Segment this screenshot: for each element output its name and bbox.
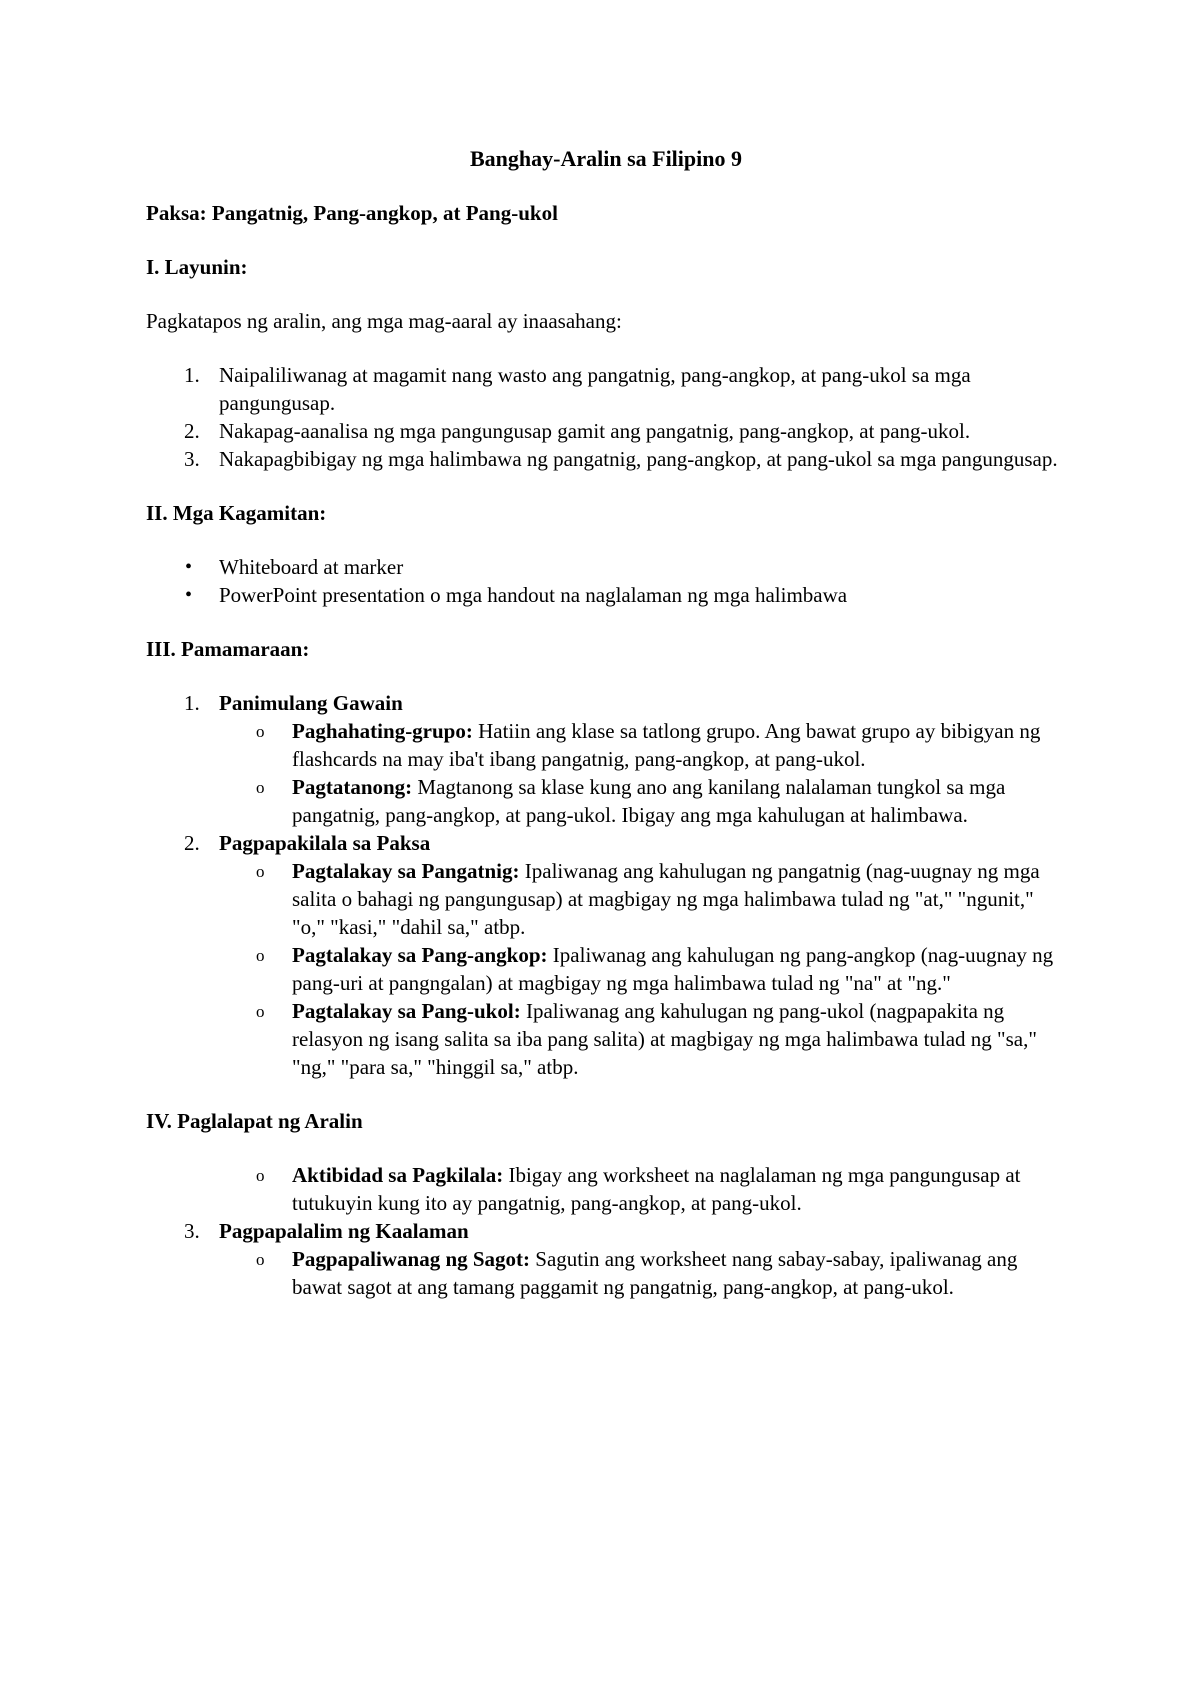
- kagamitan-list: [146, 553, 1066, 609]
- sub-item-text: Ipaliwanag ang kahulugan ng pang-ukol (nagpapakita ng relasyon ng isang salita sa iba pang salita) at magbigay ng mga halimbawa tulad ng "sa," "ng," "para sa," "hinggil sa," atbp.: [292, 999, 1037, 1079]
- list-item: [146, 445, 1066, 473]
- sub-item-label: Pagtalakay sa Pang-ukol:: [292, 999, 521, 1023]
- section-heading-kagamitan: II. Mga Kagamitan:: [146, 501, 327, 525]
- sub-item-text: Magtanong sa klase kung ano ang kanilang nalalaman tungkol sa mga pangatnig, pang-angkop, at pang-ukol. Ibigay ang mga kahulugan at halimbawa.: [292, 775, 1006, 827]
- list-item: [146, 361, 1066, 417]
- section-heading-pamamaraan: III. Pamamaraan:: [146, 637, 310, 661]
- step-2-sublist: [146, 857, 1066, 1081]
- section-heading-paglalapat: IV. Paglalapat ng Aralin: [146, 1109, 363, 1133]
- pamamaraan-list: [146, 689, 1066, 717]
- list-item-text: Whiteboard at marker: [219, 555, 404, 579]
- step-1-sublist: [146, 717, 1066, 829]
- sub-item-text: Ipaliwanag ang kahulugan ng pangatnig (nag-uugnay ng mga salita o bahagi ng pangungusap) at magbigay ng mga halimbawa tulad ng "at," "ngunit," "o," "kasi," "dahil sa," atbp.: [292, 859, 1040, 939]
- circle-bullet-icon: o: [256, 862, 265, 881]
- circle-bullet-icon: o: [256, 1002, 265, 1021]
- sub-item-label: Pagtalakay sa Pangatnig:: [292, 859, 520, 883]
- circle-bullet-icon: o: [256, 1166, 265, 1185]
- paglalapat-list: [146, 1217, 1066, 1245]
- sub-item-text: Hatiin ang klase sa tatlong grupo. Ang bawat grupo ay bibigyan ng flashcards na may iba't ibang pangatnig, pang-angkop, at pang-ukol.: [292, 719, 1041, 771]
- step-title: Pagpapalalim ng Kaalaman: [219, 1219, 469, 1243]
- bullet-icon: •: [185, 584, 193, 606]
- layunin-list: [146, 361, 1066, 473]
- list-number: 1.: [184, 363, 200, 387]
- list-item: [146, 1217, 1066, 1245]
- pamamaraan-list-2: [146, 829, 1066, 857]
- list-item: [146, 689, 1066, 717]
- sub-item: [146, 773, 1066, 829]
- step-3-sublist: [146, 1245, 1066, 1301]
- list-item: [146, 417, 1066, 445]
- circle-bullet-icon: o: [256, 722, 265, 741]
- list-item: [146, 829, 1066, 857]
- list-item: [146, 581, 1066, 609]
- document-title: Banghay-Aralin sa Filipino 9: [469, 146, 742, 171]
- sub-item-label: Pagtalakay sa Pang-angkop:: [292, 943, 548, 967]
- list-item: [146, 553, 1066, 581]
- section-heading-layunin: I. Layunin:: [146, 255, 248, 279]
- sub-item-text: Ipaliwanag ang kahulugan ng pang-angkop (nag-uugnay ng pang-uri at pangngalan) at magbigay ng mga halimbawa tulad ng "na" at "ng.": [292, 943, 1054, 995]
- sub-item-text: Ibigay ang worksheet na naglalaman ng mga pangungusap at tutukuyin kung ito ay pangatnig, pang-angkop, at pang-ukol.: [292, 1163, 1021, 1215]
- list-number: 3.: [184, 1219, 200, 1243]
- list-item-text: Nakapagbibigay ng mga halimbawa ng pangatnig, pang-angkop, at pang-ukol sa mga pangungusap.: [219, 447, 1058, 471]
- sub-item-label: Pagpapaliwanag ng Sagot:: [292, 1247, 531, 1271]
- layunin-intro: Pagkatapos ng aralin, ang mga mag-aaral ay inaasahang:: [146, 309, 622, 333]
- step-title: Pagpapakilala sa Paksa: [219, 831, 431, 855]
- circle-bullet-icon: o: [256, 1250, 265, 1269]
- sub-item: [146, 1161, 1066, 1217]
- sub-item: [146, 941, 1066, 997]
- list-number: 2.: [184, 419, 200, 443]
- sub-item: [146, 1245, 1066, 1301]
- sub-item-label: Pagtatanong:: [292, 775, 413, 799]
- list-number: 1.: [184, 691, 200, 715]
- step-title: Panimulang Gawain: [219, 691, 403, 715]
- sub-item-label: Paghahating-grupo:: [292, 719, 473, 743]
- sub-item-text: Sagutin ang worksheet nang sabay-sabay, ipaliwanag ang bawat sagot at ang tamang paggamit ng pangatnig, pang-angkop, at pang-ukol.: [292, 1247, 1018, 1299]
- bullet-icon: •: [185, 556, 193, 578]
- list-item-text: PowerPoint presentation o mga handout na naglalaman ng mga halimbawa: [219, 583, 848, 607]
- sub-item: [146, 717, 1066, 773]
- list-item-text: Nakapag-aanalisa ng mga pangungusap gamit ang pangatnig, pang-angkop, at pang-ukol.: [219, 419, 971, 443]
- document-content: [146, 145, 1066, 1301]
- list-number: 2.: [184, 831, 200, 855]
- paglalapat-sublist: [146, 1161, 1066, 1217]
- paksa-heading: Paksa: Pangatnig, Pang-angkop, at Pang-ukol: [146, 201, 558, 225]
- sub-item: [146, 997, 1066, 1081]
- sub-item: [146, 857, 1066, 941]
- list-number: 3.: [184, 447, 200, 471]
- sub-item-label: Aktibidad sa Pagkilala:: [292, 1163, 504, 1187]
- circle-bullet-icon: o: [256, 946, 265, 965]
- circle-bullet-icon: o: [256, 778, 265, 797]
- list-item-text: Naipaliliwanag at magamit nang wasto ang pangatnig, pang-angkop, at pang-ukol sa mga pangungusap.: [219, 363, 971, 415]
